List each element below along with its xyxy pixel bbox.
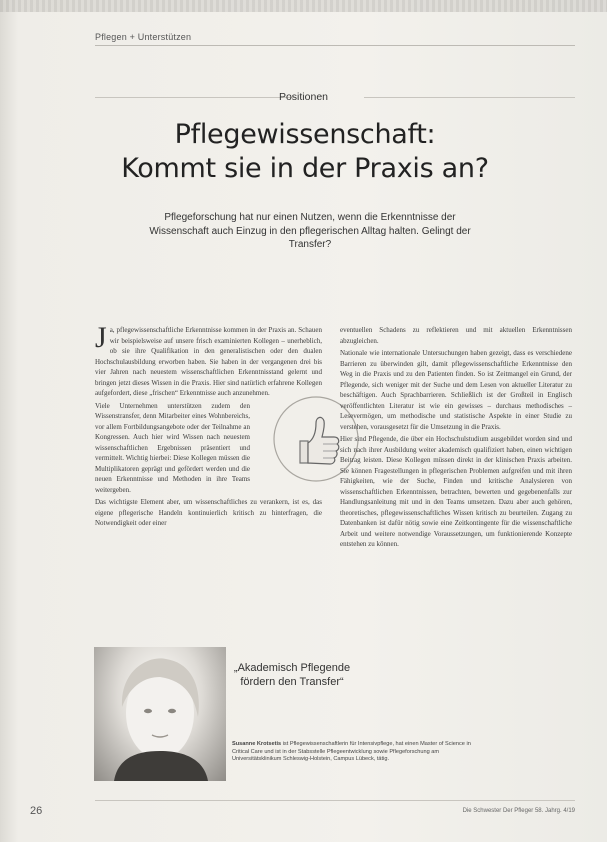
- lead-paragraph: Pflegeforschung hat nur einen Nutzen, wenn die Erkenntnisse der Wissenschaft auch Einzug in den pflegerischen Alltag halten. Gelingt der Transfer?: [149, 212, 471, 250]
- section-rule-right: [364, 97, 575, 98]
- pull-quote: „Akademisch Pflegende fördern den Transfer“: [233, 662, 351, 688]
- body-paragraph: Hier sind Pflegende, die über ein Hochschulstudium ausgebildet worden sind und sich nach ihrer Ausbildung weiter akademisch qualifiziert haben, einen wichtigen Beitrag leisten. Diese Kollegen müssen direkt in der klinischen Praxis arbeiten. Sie können Fragestellungen in pflegerischen Problemen aufgreifen und mit ihren Fähigkeiten, wie der Suche, Finden und kritische Analysieren von wissenschaftlichen Erkenntnissen, betrachten, bewerten und gegebenenfalls zur Handlungsanleitung mit und in den Teams umsetzen. Dazu aber auch gehören, theoretisches, pflegewissenschaftliches Wissen kritisch zu beurteilen. Zugang zu Datenbanken ist dafür nötig sowie eine Zeitkontingente für die wissenschaftliche Arbeit und weitere notwendige Voraussetzungen, um funktionierende Konzepte entstehen zu können.: [340, 435, 572, 548]
- body-paragraph: Das wichtigste Element aber, um wissenschaftliches zu verankern, ist es, das eigene pflegerische Handeln kontinuierlich kritisch zu hinterfragen, die Notwendigkeit oder einer: [95, 498, 322, 527]
- body-paragraph: Viele Unternehmen unterstützen zudem den Wissenstransfer, denn Mitarbeiter eines Wohnbereichs, vor allem Fortbildungsangebote oder der Teilnahme an Kongressen. Auch hier wird Wissen nach neuestem wissenschaftlichen Ergebnissen präsentiert und vermittelt. Wichtig hierbei: Diese Kollegen müssen die Multiplikatoren geprägt und gefördert werden und die neuen Erkenntnisse und Methoden in ihre Teams weitergeben.: [95, 401, 250, 494]
- body-text: a, pflegewissenschaftliche Erkenntnisse kommen in der Praxis an. Schauen wir beispielsweise auf unsere frisch examinierten Kollegen – unerheblich, ob sie ihre Qualifikation in den generalistischen oder den dualen Hochschulausbildung erworben haben. Sie haben in der vergangenen drei bis vier Jahren nach neuestem wissenschaftlichen Erkenntnisstand gelernt und bringen jetzt dieses Wissen in die Praxis. Hier sind natürlich erfahrene Kollegen aufgefordert, diese „frischen“ Erkenntnisse auch anzunehmen.: [95, 326, 322, 397]
- section-label: Positionen: [278, 91, 329, 103]
- drop-cap: J: [95, 321, 107, 354]
- header-rule: [95, 45, 575, 46]
- author-photo: [94, 647, 226, 781]
- author-caption: [232, 741, 472, 764]
- title-line-1: Pflegewissenschaft:: [174, 119, 436, 150]
- body-paragraph: [95, 321, 322, 399]
- running-head: Pflegen + Unterstützen: [95, 32, 192, 42]
- title-line-2: Kommt sie in der Praxis an?: [121, 153, 489, 184]
- scan-edge: [0, 0, 607, 12]
- body-paragraph: eventuellen Schadens zu reflektieren und mit aktuellen Erkenntnissen abzugleichen.: [340, 326, 572, 345]
- article-title: [60, 118, 550, 186]
- body-column-2: [340, 325, 572, 552]
- author-bio: ist Pflegewissenschaftlerin für Intensivpflege, hat einen Master of Science in Critical Care und ist in der Stabsstelle Pflegeentwicklung sowie Pflegeforschung am Universitätsklinikum Schleswig-Holstein, Campus Lübeck, tätig.: [232, 741, 471, 763]
- body-paragraph: Nationale wie internationale Untersuchungen haben gezeigt, dass es verschiedene Barrieren zu überwinden gilt, damit pflegewissenschaftliche Erkenntnisse den Weg in die Praxis und zu den Patienten finden. So ist Zeitmangel ein Grund, der Pflegende, sich weniger mit der Suche und dem Lesen von aktueller Literatur zu beschäftigen. Auch Sprachbarrieren. Schließlich ist der Großteil in Englisch veröffentlichten Literatur ist wie ein gewisses – durchaus methodisches – Lesevermögen, um methodische und statistische Aspekte in einer Studie zu verstehen, vorausgesetzt für die Umsetzung in die Praxis.: [340, 349, 572, 431]
- page-number: 26: [30, 805, 43, 817]
- journal-footer: Die Schwester Der Pfleger 58. Jahrg. 4/19: [462, 808, 575, 814]
- author-name: Susanne Krotsetis: [232, 741, 282, 747]
- footer-rule: [95, 800, 575, 801]
